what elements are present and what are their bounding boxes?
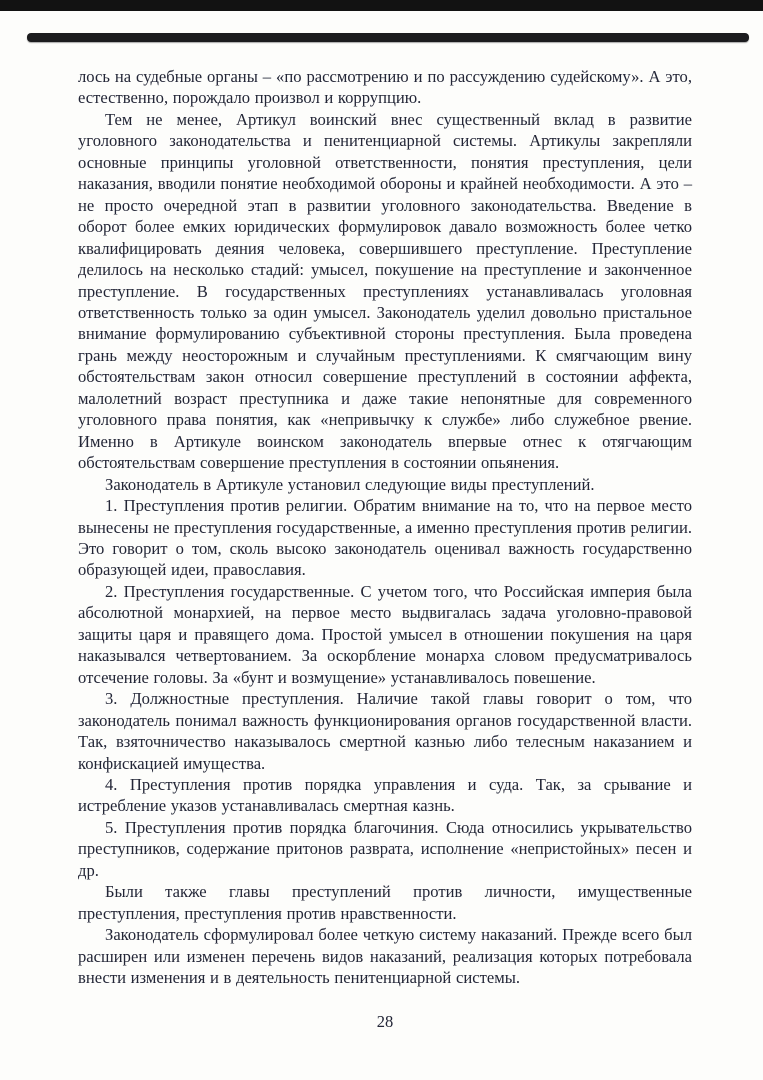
body-text xyxy=(78,66,692,988)
paragraph: Тем не менее, Артикул воинский внес существенный вклад в развитие уголовного законодательства и пенитенциарной системы. Артикулы закрепляли основные принципы уголовной ответственности, понятия преступления, цели наказания, вводили понятие необходимой обороны и крайней необходимости. А это – не просто очередной этап в развитии уголовного законодательства. Введение в оборот более емких юридических формулировок давало возможность более четко квалифицировать деяния человека, совершившего преступление. Преступление делилось на несколько стадий: умысел, покушение на преступление и законченное преступление. В государственных преступлениях устанавливалась уголовная ответственность только за один умысел. Законодатель уделил довольно пристальное внимание формулированию субъективной стороны преступления. Была проведена грань между неосторожным и случайным преступлениями. К смягчающим вину обстоятельствам закон относил совершение преступлений в состоянии аффекта, малолетний возраст преступника и даже такие непонятные для современного уголовного права понятия, как «непривычку к службе» либо служебное рвение. Именно в Артикуле воинском законодатель впервые отнес к отягчающим обстоятельствам совершение преступления в состоянии опьянения. xyxy=(78,109,692,473)
scan-artifact-inner-bar xyxy=(27,33,749,42)
paragraph-list-item-2: 2. Преступления государственные. С учетом того, что Российская империя была абсолютной монархией, на первое место выдвигалась задача уголовно-правовой защиты царя и правящего дома. Простой умысел в отношении покушения на царя наказывался четвертованием. За оскорбление монарха словом предусматривалось отсечение головы. За «бунт и возмущение» устанавливалось повешение. xyxy=(78,581,692,687)
paragraph-list-item-1: 1. Преступления против религии. Обратим внимание на то, что на первое место вынесены не преступления государственные, а именно преступления против религии. Это говорит о том, сколь высоко законодатель оценивал важность государственно образующей идеи, православия. xyxy=(78,496,692,580)
scan-artifact-top-bar xyxy=(0,0,763,11)
paragraph-list-item-4: 4. Преступления против порядка управления и суда. Так, за срывание и истребление указов устанавливалась смертная казнь. xyxy=(78,774,692,816)
paragraph: Законодатель сформулировал более четкую систему наказаний. Прежде всего был расширен или изменен перечень видов наказаний, реализация которых потребовала внести изменения и в деятельность пенитенциарной системы. xyxy=(78,925,692,988)
paragraph: лось на судебные органы – «по рассмотрению и по рассуждению судейскому». А это, естественно, порождало произвол и коррупцию. xyxy=(78,67,692,108)
paragraph-list-item-5: 5. Преступления против порядка благочиния. Сюда относились укрывательство преступников, содержание притонов разврата, исполнение «непристойных» песен и др. xyxy=(78,817,692,880)
page-number: 28 xyxy=(376,1012,394,1031)
paragraph: Были также главы преступлений против личности, имущественные преступления, преступления против нравственности. xyxy=(78,882,692,923)
paragraph: Законодатель в Артикуле установил следующие виды преступлений. xyxy=(105,474,595,494)
paragraph-list-item-3: 3. Должностные преступления. Наличие такой главы говорит о том, что законодатель понимал важность функционирования органов государственной власти. Так, взяточничество наказывалось смертной казнью либо телесным наказанием и конфискацией имущества. xyxy=(78,689,692,773)
